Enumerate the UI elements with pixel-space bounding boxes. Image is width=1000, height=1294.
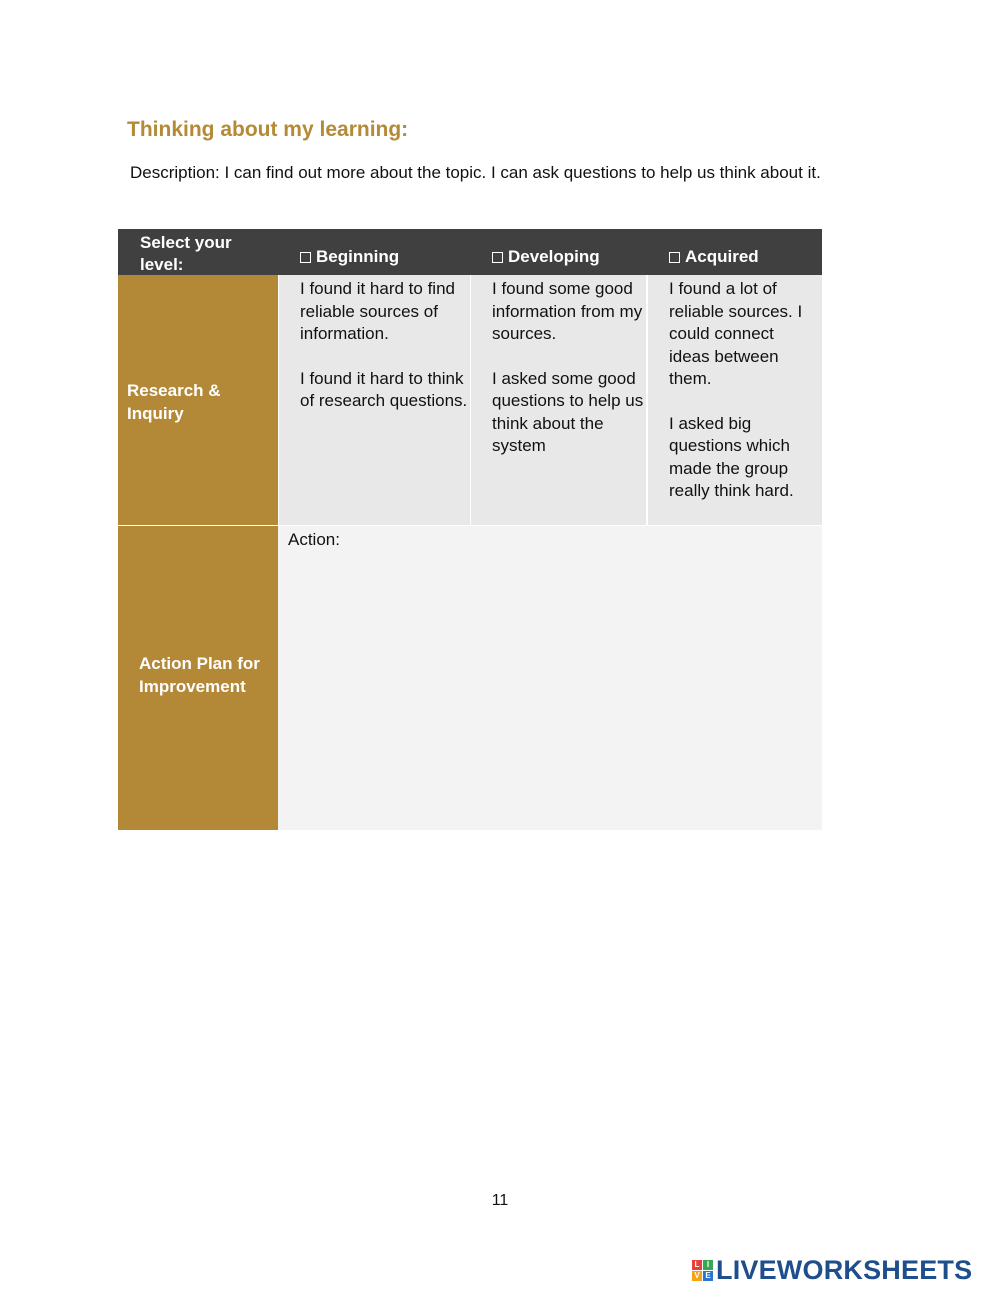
acquired-checkbox[interactable] [669,252,680,263]
logo-wordmark: LIVEWORKSHEETS [716,1255,973,1285]
action-label: Action: [288,530,340,549]
acquired-descriptor-1: I found a lot of reliable sources. I could connect ideas between them. [669,279,803,388]
developing-descriptor-2: I asked some good questions to help us think about the system [492,368,644,455]
level-developing-option[interactable] [492,234,600,280]
level-acquired-option[interactable] [669,234,759,280]
logo-mark-letter: V [692,1271,702,1281]
developing-descriptor-1: I found some good information from my sources. [492,279,643,343]
research-row-label-cell [118,275,278,525]
logo-mark-letter: I [703,1260,713,1270]
beginning-descriptor-cell [279,275,470,525]
beginning-checkbox[interactable] [300,252,311,263]
action-plan-label: Action Plan for Improvement [139,654,260,696]
acquired-descriptor-2: I asked big questions which made the group really think hard. [669,413,794,500]
table-header-row [118,229,822,275]
level-beginning-option[interactable] [300,234,399,280]
page-number: 11 [491,1192,509,1209]
action-plan-row [118,526,822,830]
developing-label: Developing [508,247,600,266]
beginning-descriptor-1: I found it hard to find reliable sources of information. [300,279,455,343]
acquired-descriptor-cell [648,275,822,525]
acquired-label: Acquired [685,247,759,266]
select-level-label: Select your level: [140,233,232,274]
research-row-label: Research & Inquiry [127,381,221,423]
description: Description: I can find out more about the topic. I can ask questions to help us think about it. [130,163,821,182]
action-input-area[interactable] [278,526,822,830]
page-heading: Thinking about my learning: [127,118,409,141]
beginning-descriptor-2: I found it hard to think of research questions. [300,368,468,410]
developing-descriptor-cell [471,275,646,525]
logo-mark-letter: E [703,1271,713,1281]
logo-mark-icon [692,1260,713,1281]
action-plan-label-cell [118,526,278,830]
logo-mark-letter: L [692,1260,702,1270]
liveworksheets-logo [692,1255,972,1286]
research-row [118,275,822,525]
beginning-label: Beginning [316,247,400,266]
developing-checkbox[interactable] [492,252,503,263]
